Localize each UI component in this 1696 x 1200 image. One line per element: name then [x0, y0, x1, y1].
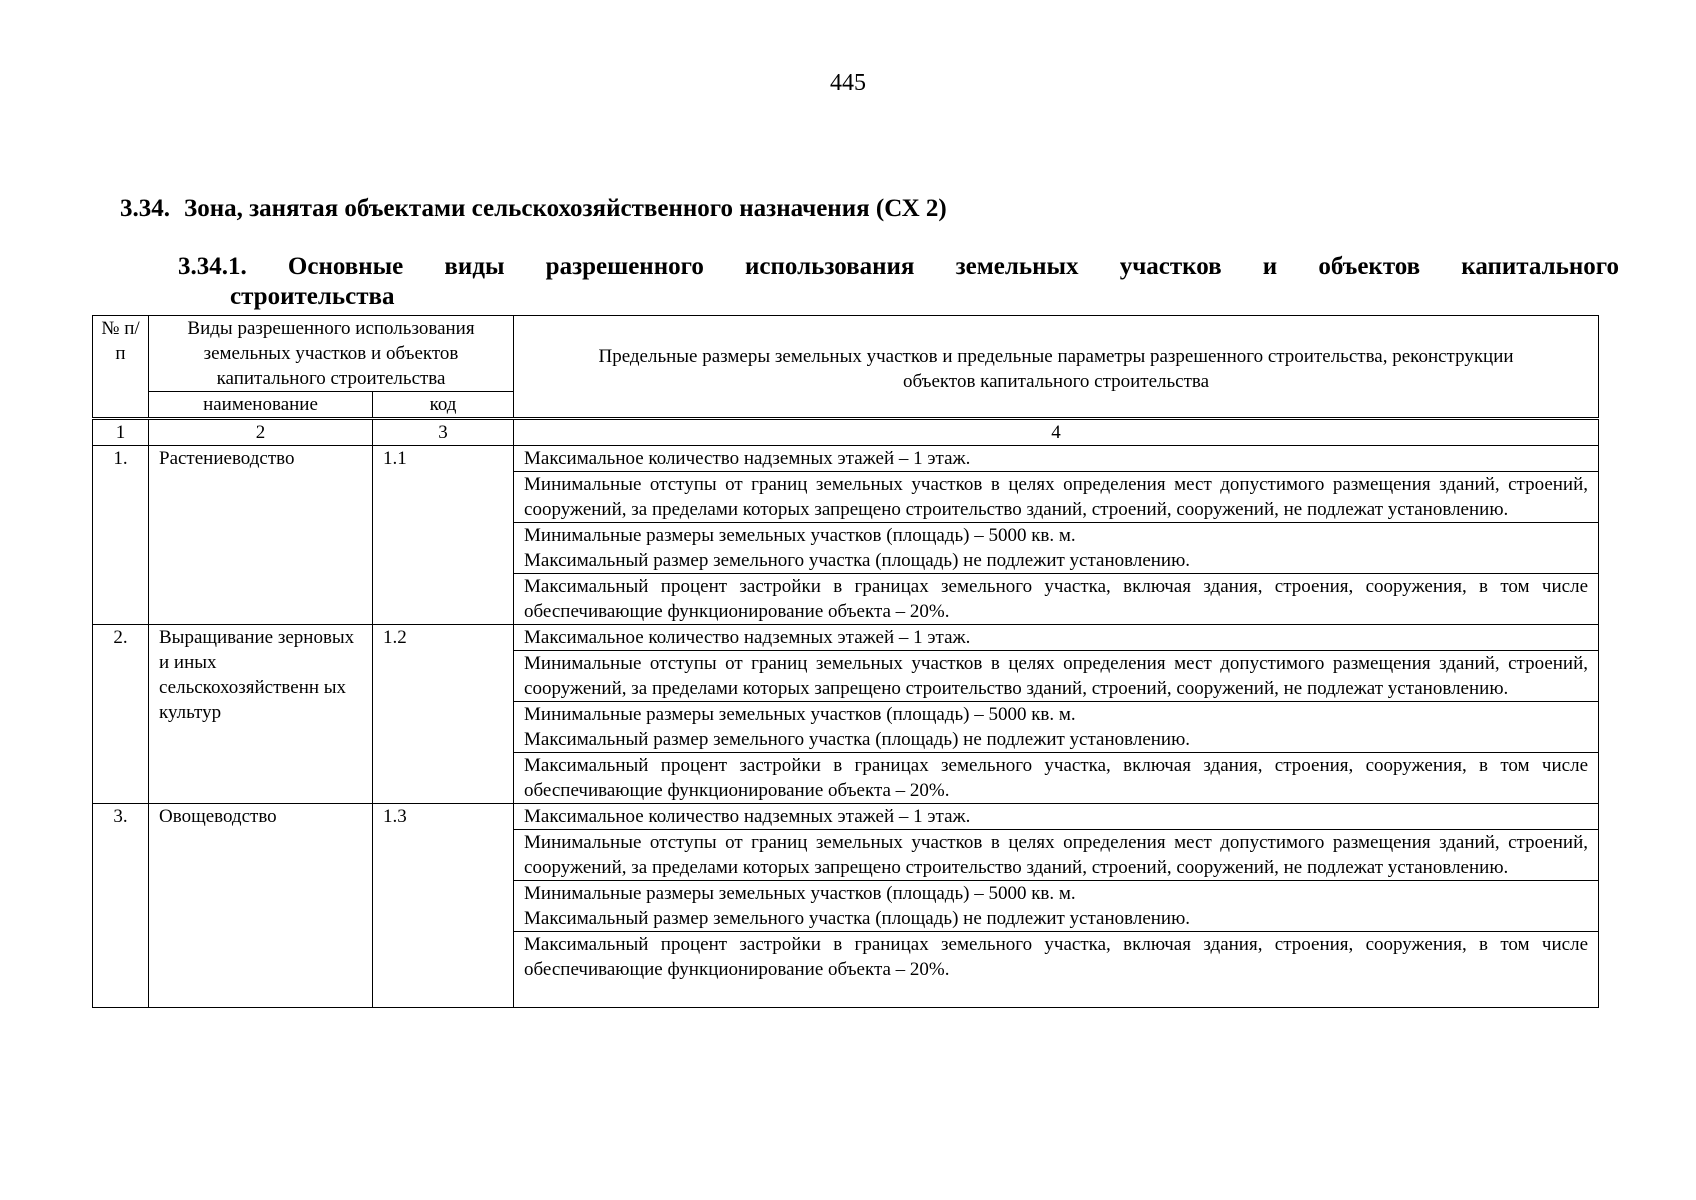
- use-name: Растениеводство: [149, 446, 373, 625]
- col-number-3: 3: [373, 419, 514, 446]
- regulations-table: [92, 315, 1599, 1008]
- use-code: 1.3: [373, 804, 514, 1008]
- subsection-title-text: Основные виды разрешенного использования земельных участков и объектов капитального: [287, 253, 1619, 280]
- section-title: [120, 195, 947, 223]
- param-setbacks: Минимальные отступы от границ земельных участков в целях определения мест допустимого размещения зданий, строений, сооружений, за пределами которых запрещено строительство зданий, строений, сооружений, не подлежат установлению.: [514, 830, 1599, 881]
- param-coverage: Максимальный процент застройки в границах земельного участка, включая здания, строения, сооружения, в том числе обеспечивающие функционирование объекта – 20%.: [514, 932, 1599, 1008]
- subsection-title-line1: [178, 252, 1619, 282]
- col-number-1: 1: [93, 419, 149, 446]
- header-number: № п/п: [93, 316, 149, 419]
- column-numbers-row: [93, 419, 1599, 446]
- header-code: код: [373, 392, 514, 419]
- header-row: [93, 316, 1599, 392]
- col-number-4: 4: [514, 419, 1599, 446]
- section-title-text: Зона, занятая объектами сельскохозяйственного назначения (СХ 2): [184, 195, 947, 222]
- param-coverage: Максимальный процент застройки в границах земельного участка, включая здания, строения, сооружения, в том числе обеспечивающие функционирование объекта – 20%.: [514, 753, 1599, 804]
- param-min-area: Минимальные размеры земельных участков (площадь) – 5000 кв. м.: [524, 883, 1076, 904]
- param-plot-size: [514, 881, 1599, 932]
- param-floors: Максимальное количество надземных этажей – 1 этаж.: [514, 804, 1599, 830]
- param-setbacks: Минимальные отступы от границ земельных участков в целях определения мест допустимого размещения зданий, строений, сооружений, за пределами которых запрещено строительство зданий, строений, сооружений, не подлежат установлению.: [514, 651, 1599, 702]
- subsection-number: 3.34.1.: [178, 253, 247, 280]
- col-number-2: 2: [149, 419, 373, 446]
- row-number: 2.: [93, 625, 149, 804]
- header-permitted-uses: Виды разрешенного использования земельных участков и объектов капитального строительства: [149, 316, 514, 392]
- table-row: [93, 625, 1599, 651]
- param-floors: Максимальное количество надземных этажей – 1 этаж.: [514, 625, 1599, 651]
- use-name: Овощеводство: [149, 804, 373, 1008]
- header-name: наименование: [149, 392, 373, 419]
- table-row: [93, 446, 1599, 472]
- section-number: 3.34.: [120, 195, 170, 222]
- use-code: 1.2: [373, 625, 514, 804]
- param-setbacks: Минимальные отступы от границ земельных участков в целях определения мест допустимого размещения зданий, строений, сооружений, за пределами которых запрещено строительство зданий, строений, сооружений, не подлежат установлению.: [514, 472, 1599, 523]
- page-number: 445: [830, 70, 866, 96]
- param-plot-size: [514, 702, 1599, 753]
- table-row: [93, 804, 1599, 830]
- row-number: 3.: [93, 804, 149, 1008]
- header-parameters: Предельные размеры земельных участков и предельные параметры разрешенного строительства, реконструкции объектов капитального строительства: [514, 316, 1599, 419]
- param-plot-size: [514, 523, 1599, 574]
- param-min-area: Минимальные размеры земельных участков (площадь) – 5000 кв. м.: [524, 704, 1076, 725]
- param-min-area: Минимальные размеры земельных участков (площадь) – 5000 кв. м.: [524, 525, 1076, 546]
- use-name: Выращивание зерновых и иных сельскохозяйственн ых культур: [149, 625, 373, 804]
- row-number: 1.: [93, 446, 149, 625]
- param-max-area: Максимальный размер земельного участка (площадь) не подлежит установлению.: [524, 908, 1191, 929]
- param-max-area: Максимальный размер земельного участка (площадь) не подлежит установлению.: [524, 729, 1191, 750]
- use-code: 1.1: [373, 446, 514, 625]
- param-coverage: Максимальный процент застройки в границах земельного участка, включая здания, строения, сооружения, в том числе обеспечивающие функционирование объекта – 20%.: [514, 574, 1599, 625]
- param-max-area: Максимальный размер земельного участка (площадь) не подлежит установлению.: [524, 550, 1191, 571]
- subsection-title: [178, 252, 1619, 312]
- param-floors: Максимальное количество надземных этажей – 1 этаж.: [514, 446, 1599, 472]
- subsection-title-line2: строительства: [230, 283, 395, 310]
